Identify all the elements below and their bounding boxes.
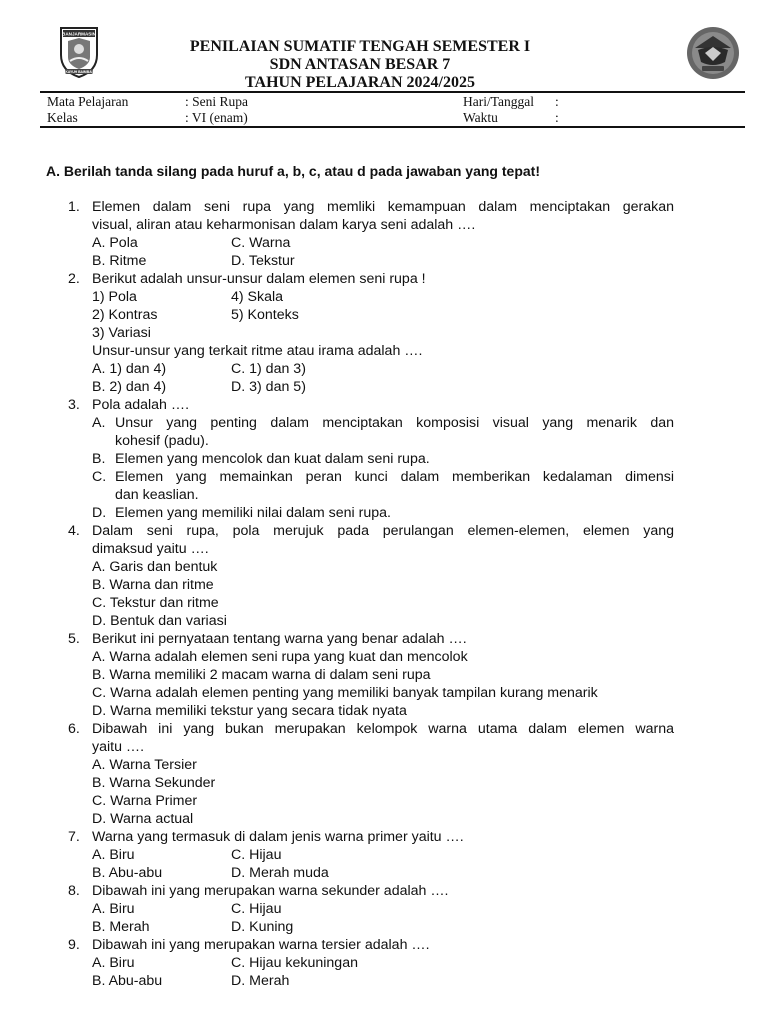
option-d[interactable]: D. Warna memiliki tekstur yang secara tidak nyata: [92, 703, 407, 719]
option-c[interactable]: C. Warna adalah elemen penting yang memiliki banyak tampilan kurang menarik: [92, 685, 598, 701]
option-d[interactable]: D. Warna actual: [92, 811, 194, 827]
question-text: Pola adalah ….: [92, 397, 190, 413]
option-a[interactable]: A. Biru: [92, 901, 135, 917]
school-name: SDN ANTASAN BESAR 7: [269, 56, 451, 73]
option-a[interactable]: A. Garis dan bentuk: [92, 559, 218, 575]
time-label: Waktu: [463, 110, 498, 125]
question-number: 9.: [68, 937, 80, 953]
svg-text:KAYUH BAIMBAI: KAYUH BAIMBAI: [65, 70, 93, 74]
option-a[interactable]: A. Pola: [92, 235, 138, 251]
academic-year: TAHUN PELAJARAN 2024/2025: [245, 74, 475, 91]
list-item: 1) Pola: [92, 289, 137, 305]
option-b[interactable]: B. Abu-abu: [92, 973, 163, 989]
option-a[interactable]: A. Unsur yang penting dalam menciptakan komposisi visual yang menarik dan: [92, 415, 674, 431]
option-d[interactable]: D. Kuning: [231, 919, 294, 935]
option-b[interactable]: B. Abu-abu: [92, 865, 163, 881]
question-1: [68, 198, 674, 216]
question-number: 1.: [68, 199, 80, 215]
list-item: 5) Konteks: [231, 307, 299, 323]
option-b[interactable]: B. 2) dan 4): [92, 379, 167, 395]
question-number: 4.: [68, 523, 80, 539]
option-b[interactable]: B. Warna dan ritme: [92, 577, 214, 593]
time-value: :: [555, 110, 559, 125]
subject-value: : Seni Rupa: [185, 94, 248, 109]
option-a[interactable]: A. 1) dan 4): [92, 361, 167, 377]
option-c[interactable]: C. Warna: [231, 235, 291, 251]
question-text: Warna yang termasuk di dalam jenis warna primer yaitu ….: [92, 829, 464, 845]
option-d[interactable]: D. Bentuk dan variasi: [92, 613, 227, 629]
question-text: visual, aliran atau keharmonisan dalam karya seni adalah ….: [92, 217, 476, 233]
subject-label: Mata Pelajaran: [47, 94, 129, 109]
question-text: Unsur-unsur yang terkait ritme atau irama adalah ….: [92, 343, 423, 359]
option-a[interactable]: A. Biru: [92, 955, 135, 971]
option-b[interactable]: B. Merah: [92, 919, 150, 935]
option-text: dan keaslian.: [115, 487, 199, 503]
question-number: 3.: [68, 397, 80, 413]
question-text: Berikut ini pernyataan tentang warna yang benar adalah ….: [92, 631, 467, 647]
list-item: 3) Variasi: [92, 325, 151, 341]
option-d[interactable]: D. Tekstur: [231, 253, 295, 269]
question-text: Dibawah ini yang merupakan warna sekunder adalah ….: [92, 883, 449, 899]
tut-wuri-handayani-emblem-icon: [685, 26, 741, 80]
class-value: : VI (enam): [185, 110, 248, 125]
option-a[interactable]: A. Warna adalah elemen seni rupa yang kuat dan mencolok: [92, 649, 468, 665]
question-text: Dibawah ini yang bukan merupakan kelompok warna utama dalam elemen warna: [92, 721, 674, 737]
option-c[interactable]: C. Tekstur dan ritme: [92, 595, 219, 611]
question-text: Dibawah ini yang merupakan warna tersier adalah ….: [92, 937, 430, 953]
option-b[interactable]: B. Warna memiliki 2 macam warna di dalam seni rupa: [92, 667, 431, 683]
question-text: Dalam seni rupa, pola merujuk pada perulangan elemen-elemen, elemen yang: [92, 523, 674, 539]
question-text: dimaksud yaitu ….: [92, 541, 209, 557]
option-a[interactable]: A. Warna Tersier: [92, 757, 197, 773]
option-c[interactable]: C. Hijau: [231, 847, 282, 863]
municipal-crest-icon: [58, 25, 100, 79]
page-title: PENILAIAN SUMATIF TENGAH SEMESTER I: [189, 38, 531, 55]
question-text: Elemen dalam seni rupa yang memliki kemampuan dalam menciptakan gerakan: [92, 199, 674, 215]
day-value: :: [555, 94, 559, 109]
list-item: 2) Kontras: [92, 307, 158, 323]
list-item: 4) Skala: [231, 289, 284, 305]
option-c[interactable]: C. Hijau kekuningan: [231, 955, 358, 971]
section-a-title: A. Berilah tanda silang pada huruf a, b, c, atau d pada jawaban yang tepat!: [46, 163, 540, 179]
option-c[interactable]: C. Warna Primer: [92, 793, 198, 809]
option-a[interactable]: A. Biru: [92, 847, 135, 863]
question-text: Berikut adalah unsur-unsur dalam elemen seni rupa !: [92, 271, 426, 287]
option-d[interactable]: D. Merah: [231, 973, 290, 989]
option-text: kohesif (padu).: [115, 433, 209, 449]
class-label: Kelas: [47, 110, 78, 125]
question-number: 6.: [68, 721, 80, 737]
question-number: 7.: [68, 829, 80, 845]
day-label: Hari/Tanggal: [463, 94, 535, 109]
question-number: 2.: [68, 271, 80, 287]
question-text: yaitu ….: [92, 739, 145, 755]
header-divider-top: [40, 91, 745, 93]
question-6: [68, 720, 674, 738]
option-c[interactable]: C. 1) dan 3): [231, 361, 306, 377]
option-d[interactable]: D. 3) dan 5): [231, 379, 306, 395]
header-divider-bottom: [40, 126, 745, 128]
option-c[interactable]: C. Elemen yang memainkan peran kunci dalam memberikan kedalaman dimensi: [92, 469, 674, 485]
svg-text:BANJARMASIN: BANJARMASIN: [62, 31, 96, 37]
question-number: 5.: [68, 631, 80, 647]
question-4: [68, 522, 674, 540]
option-b[interactable]: B. Ritme: [92, 253, 147, 269]
question-number: 8.: [68, 883, 80, 899]
option-b[interactable]: B. Warna Sekunder: [92, 775, 216, 791]
option-d[interactable]: D. Merah muda: [231, 865, 329, 881]
option-c[interactable]: C. Hijau: [231, 901, 282, 917]
